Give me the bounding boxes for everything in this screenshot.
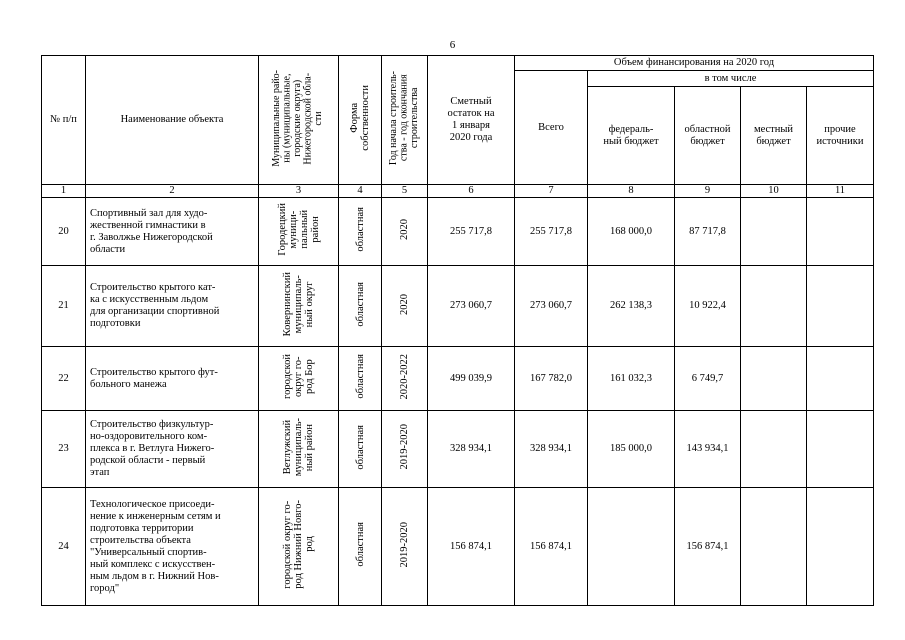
row-years: 2020-2022 xyxy=(382,347,428,411)
row-local xyxy=(741,347,807,411)
row-regional: 156 874,1 xyxy=(675,488,741,606)
row-balance: 273 060,7 xyxy=(428,266,515,347)
row-num: 21 xyxy=(42,266,86,347)
table-row xyxy=(42,488,874,606)
header-balance: Сметный остаток на 1 января 2020 года xyxy=(428,56,515,185)
row-num: 24 xyxy=(42,488,86,606)
col-number: 5 xyxy=(382,185,428,198)
row-federal: 161 032,3 xyxy=(588,347,675,411)
header-years: Год начала строитель- ства - год окончания строительства xyxy=(382,56,428,185)
row-ownership: областная xyxy=(339,266,382,347)
header-name: Наименование объекта xyxy=(86,56,259,185)
column-numbers-row xyxy=(42,185,874,198)
row-district: Ветлужский муниципаль- ный район xyxy=(259,411,339,488)
header-ownership: Форма собственности xyxy=(339,56,382,185)
row-name: Технологическое присоеди- нение к инженерным сетям и подготовка территории строительства объекта "Универсальный спортив- ный комплекс с искусствен- ным льдом в г. Нижний Нов- город" xyxy=(86,488,259,606)
row-district: городской округ го- род Бор xyxy=(259,347,339,411)
row-district: Ковернинский муниципаль- ный округ xyxy=(259,266,339,347)
row-other xyxy=(807,488,874,606)
header-federal: федераль- ный бюджет xyxy=(588,87,675,185)
row-regional: 6 749,7 xyxy=(675,347,741,411)
table-row xyxy=(42,198,874,266)
row-name: Спортивный зал для худо- жественной гимнастики в г. Заволжье Нижегородской области xyxy=(86,198,259,266)
col-number: 10 xyxy=(741,185,807,198)
table-row xyxy=(42,411,874,488)
row-total: 273 060,7 xyxy=(515,266,588,347)
row-num: 22 xyxy=(42,347,86,411)
row-years: 2019-2020 xyxy=(382,488,428,606)
row-other xyxy=(807,198,874,266)
row-federal: 168 000,0 xyxy=(588,198,675,266)
row-total: 255 717,8 xyxy=(515,198,588,266)
col-number: 8 xyxy=(588,185,675,198)
row-years: 2020 xyxy=(382,266,428,347)
row-other xyxy=(807,266,874,347)
header-total: Всего xyxy=(515,71,588,185)
col-number: 7 xyxy=(515,185,588,198)
row-district: Городецкий муници- пальный район xyxy=(259,198,339,266)
row-num: 23 xyxy=(42,411,86,488)
row-federal: 262 138,3 xyxy=(588,266,675,347)
row-num: 20 xyxy=(42,198,86,266)
row-name: Строительство крытого фут- больного манежа xyxy=(86,347,259,411)
table-row xyxy=(42,266,874,347)
row-total: 328 934,1 xyxy=(515,411,588,488)
header-regional: областной бюджет xyxy=(675,87,741,185)
header-num: № п/п xyxy=(42,56,86,185)
row-balance: 255 717,8 xyxy=(428,198,515,266)
col-number: 4 xyxy=(339,185,382,198)
row-name: Строительство крытого кат- ка с искусственным льдом для организации спортивной подготовки xyxy=(86,266,259,347)
header-local: местный бюджет xyxy=(741,87,807,185)
row-balance: 156 874,1 xyxy=(428,488,515,606)
row-name: Строительство физкультур- но-оздоровительного ком- плекса в г. Ветлуга Нижего- родской области - первый этап xyxy=(86,411,259,488)
row-ownership: областная xyxy=(339,198,382,266)
row-other xyxy=(807,347,874,411)
col-number: 6 xyxy=(428,185,515,198)
row-local xyxy=(741,198,807,266)
row-regional: 143 934,1 xyxy=(675,411,741,488)
col-number: 11 xyxy=(807,185,874,198)
row-balance: 499 039,9 xyxy=(428,347,515,411)
page-number: 6 xyxy=(449,39,456,51)
row-local xyxy=(741,266,807,347)
row-local xyxy=(741,488,807,606)
row-federal xyxy=(588,488,675,606)
row-other xyxy=(807,411,874,488)
col-number: 1 xyxy=(42,185,86,198)
row-district: городской округ го- род Нижний Новго- род xyxy=(259,488,339,606)
row-ownership: областная xyxy=(339,488,382,606)
header-district: Муниципальные райо- ны (муниципальные, городские округа) Нижегородской обла- сти xyxy=(259,56,339,185)
col-number: 2 xyxy=(86,185,259,198)
row-years: 2020 xyxy=(382,198,428,266)
row-total: 156 874,1 xyxy=(515,488,588,606)
row-regional: 10 922,4 xyxy=(675,266,741,347)
row-total: 167 782,0 xyxy=(515,347,588,411)
objects-table xyxy=(41,55,874,606)
header-incl: в том числе xyxy=(588,71,874,87)
row-ownership: областная xyxy=(339,347,382,411)
col-number: 3 xyxy=(259,185,339,198)
row-regional: 87 717,8 xyxy=(675,198,741,266)
row-balance: 328 934,1 xyxy=(428,411,515,488)
row-federal: 185 000,0 xyxy=(588,411,675,488)
col-number: 9 xyxy=(675,185,741,198)
row-years: 2019-2020 xyxy=(382,411,428,488)
row-ownership: областная xyxy=(339,411,382,488)
header-other: прочие источники xyxy=(807,87,874,185)
table-row xyxy=(42,347,874,411)
row-local xyxy=(741,411,807,488)
header-funding: Объем финансирования на 2020 год xyxy=(515,56,874,71)
